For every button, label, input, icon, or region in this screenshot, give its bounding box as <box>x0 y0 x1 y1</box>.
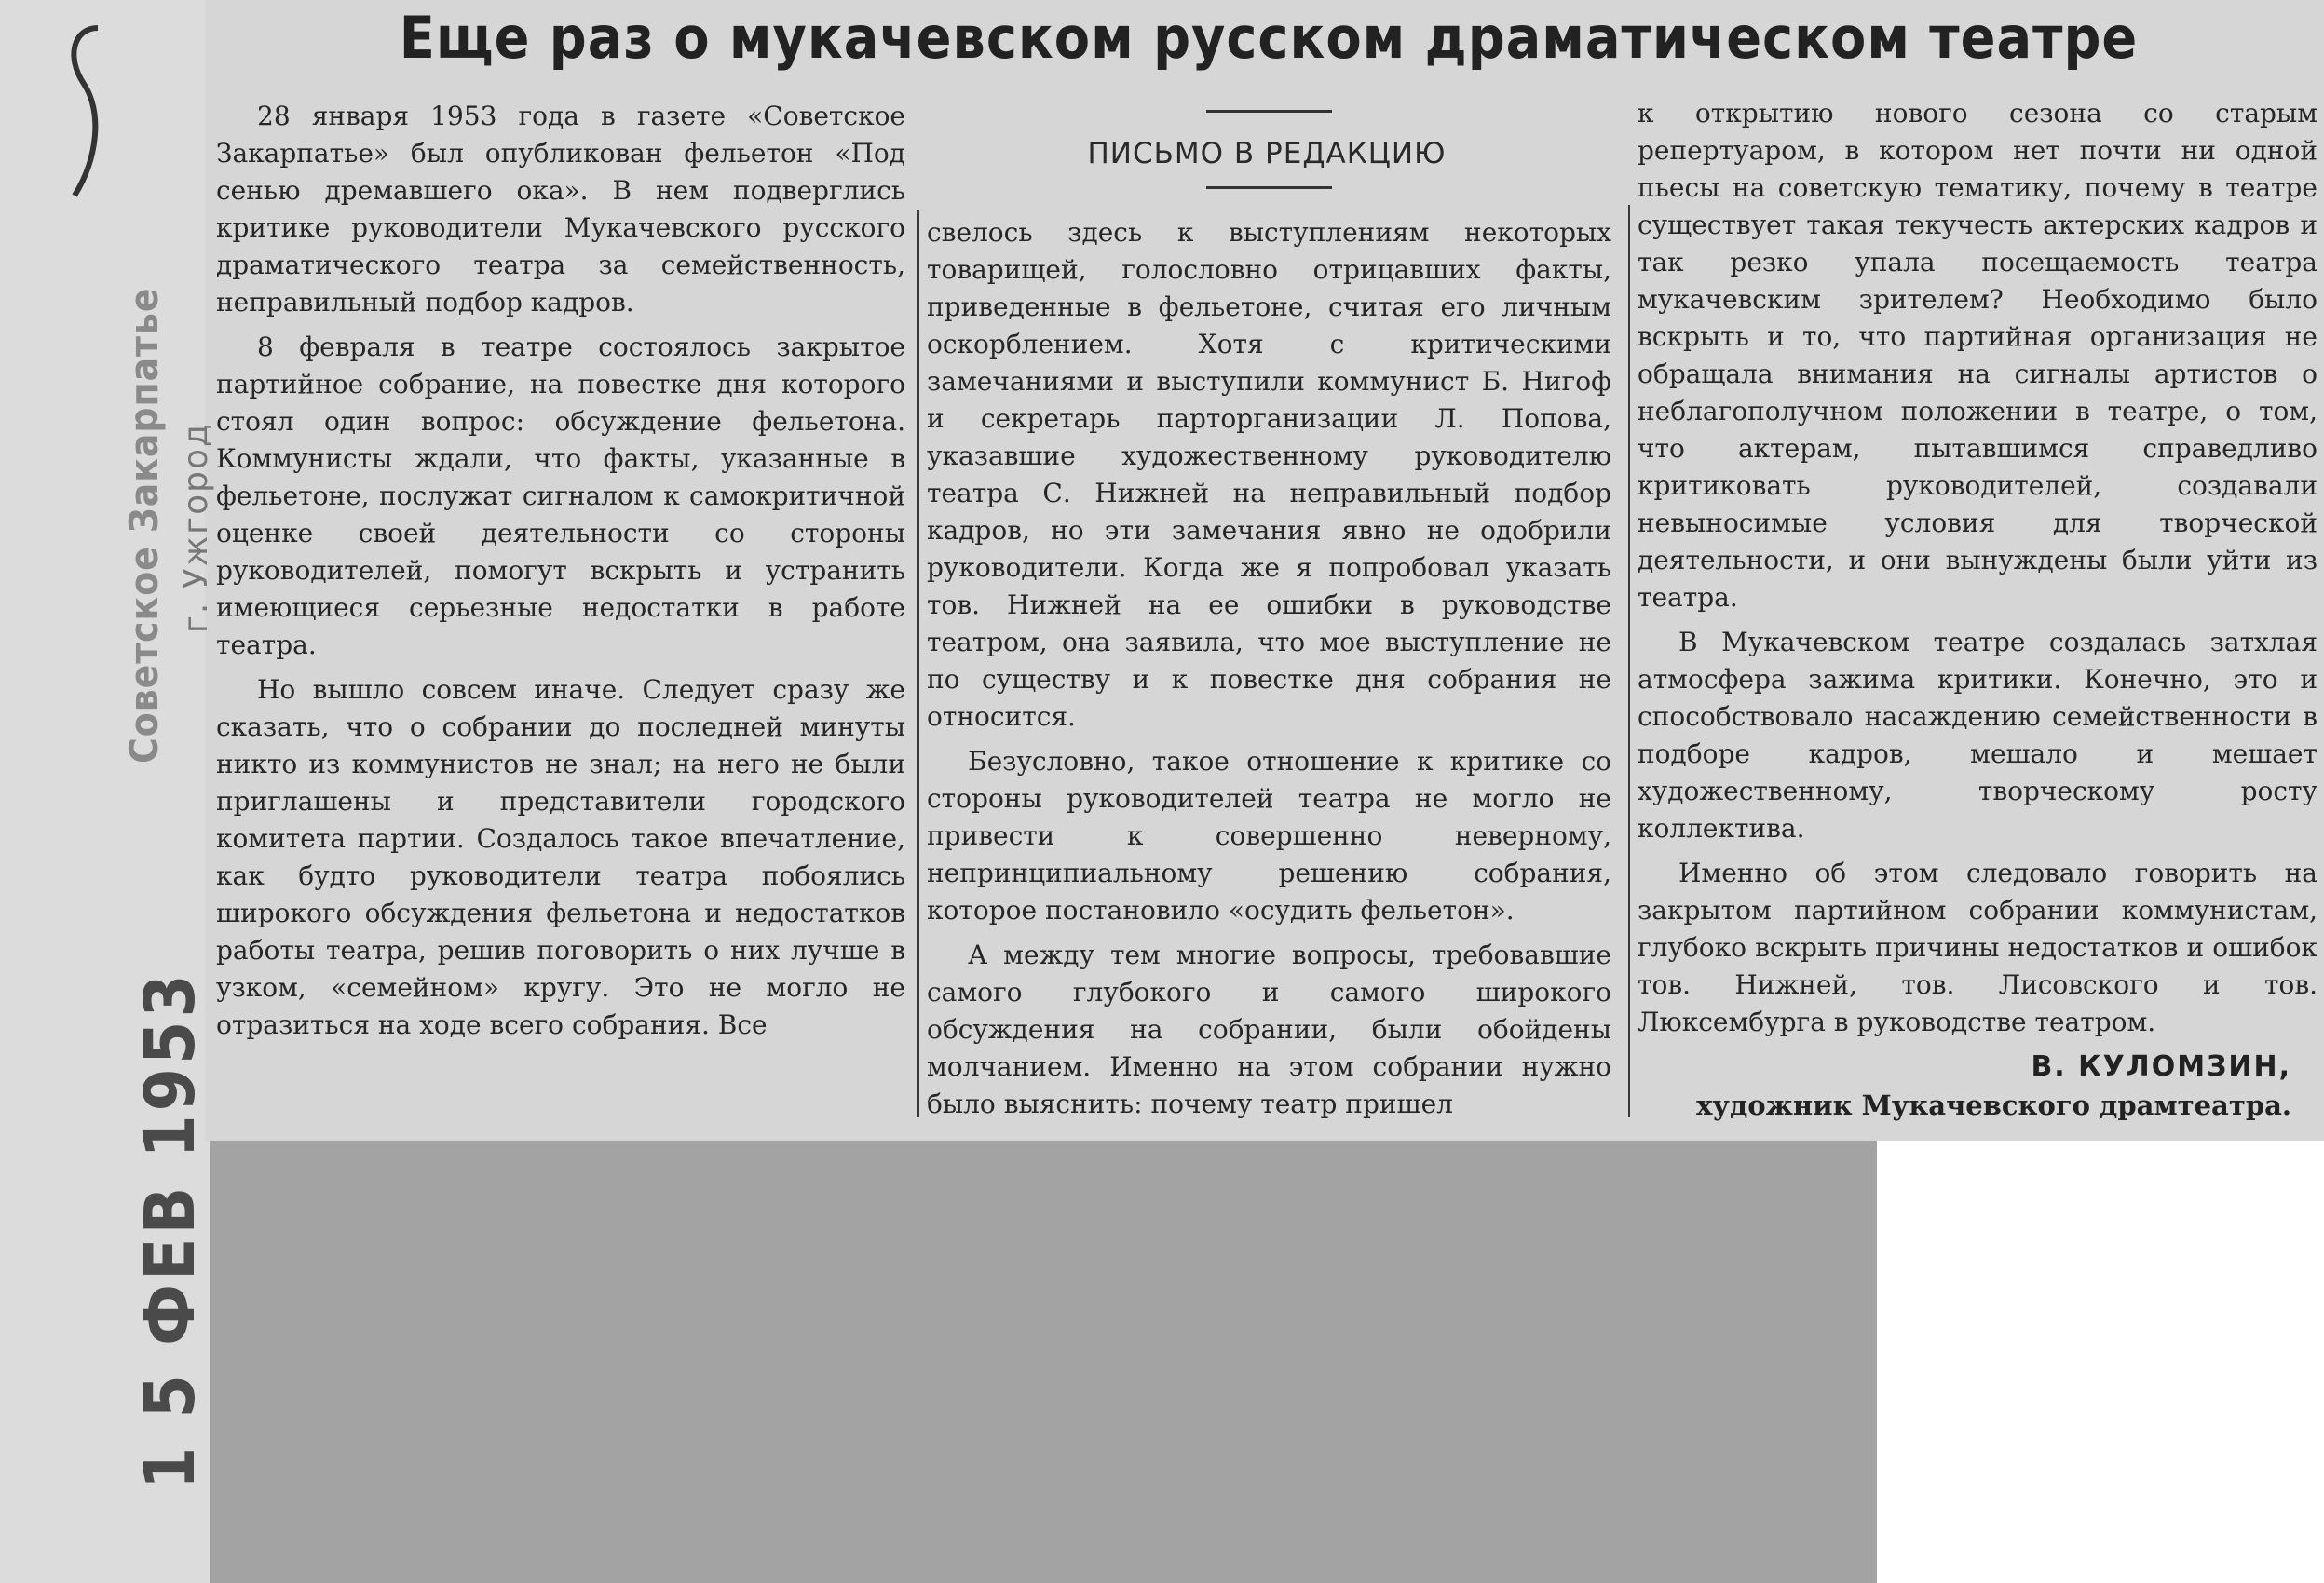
article-column-2 <box>927 214 1611 1238</box>
rubric-label: ПИСЬМО В РЕДАКЦИЮ <box>1087 137 1447 170</box>
paragraph: В Мукачевском театре создалась затхлая атмосфера зажима критики. Конечно, это и способствовало насаждению семейственности в подборе кадров, мешало и мешает художественному, творческому росту коллектива. <box>1638 627 2317 844</box>
rubric-rule-top <box>1206 110 1332 113</box>
paragraph: Но вышло совсем иначе. Следует сразу же сказать, что о собрании до последней минуты никто из коммунистов не знал; на него не были приглашены и представители городского комитета партии. Создалось такое впечатление, как будто руководители театра побоялись широкого обсуждения фельетона и недостатков работы театра, решив поговорить о них лучше в узком, «семейном» кругу. Это не могло не отразиться на ходе всего собрания. Все <box>216 674 905 1040</box>
paragraph: А между тем многие вопросы, требовавшие самого глубокого и самого широкого обсуждения на собрании, были обойдены молчанием. Именно на этом собрании нужно было выяснить: почему театр пришел <box>927 940 1611 1119</box>
paragraph: свелось здесь к выступлениям некоторых товарищей, голословно отрицавших факты, приведенные в фельетоне, считая его личным оскорблением. Хотя с критическими замечаниями и выступили коммунист Б. Нигоф и секретарь парторганизации Л. Попова, указавшие художественному руководителю театра С. Нижней на неправильный подбор кадров, но эти замечания явно не одобрили руководители. Когда же я попробовал указать тов. Нижней на ее ошибки в руководстве театром, она заявила, что мое выступление не по существу и к повестке дня собрания не относится. <box>927 217 1611 732</box>
paragraph: к открытию нового сезона со старым репертуаром, в котором нет почти ни одной пьесы на советскую тематику, почему в театре существует такая текучесть актерских кадров и так резко упала посещаемость театра мукачевским зрителем? Необходимо было вскрыть и то, что партийная организация не обращала внимания на сигналы артистов о неблагополучном положении в театре, о том, что актерам, пытавшимся справедливо критиковать руководителей, создавали невыносимые условия для творческой деятельности, и они вынуждены были уйти из театра. <box>1638 98 2317 613</box>
article-column-3 <box>1638 95 2317 1119</box>
article-column-1 <box>216 98 905 1122</box>
column-separator <box>1628 205 1630 1117</box>
paragraph: Именно об этом следовало говорить на закрытом партийном собрании коммунистам, глубоко вскрыть причины недостатков и ошибок тов. Нижней, тов. Лисовского и тов. Люксембурга в руководстве театром. <box>1638 858 2317 1037</box>
rubric-rule-bottom <box>1206 186 1332 189</box>
author-signature: В. КУЛОМЗИН, <box>2031 1050 2291 1083</box>
paragraph: 8 февраля в театре состоялось закрытое партийное собрание, на повестке дня которого стоял один вопрос: обсуждение фельетона. Коммунисты ждали, что факты, указанные в фельетоне, послужат сигналом к самокритичной оценке своей деятельности со стороны руководителей, помогут вскрыть и устранить имеющиеся серьезные недостатки в работе театра. <box>216 331 905 660</box>
paragraph: Безусловно, такое отношение к критике со стороны руководителей театра не могло не привести к совершенно неверному, непринципиальному решению собрания, которое постановило «осудить фельетон». <box>927 746 1611 926</box>
column-separator <box>917 210 919 1117</box>
article-headline: Еще раз о мукачевском русском драматическом театре <box>399 4 2139 72</box>
hook-mark-icon <box>56 19 112 205</box>
paragraph: 28 января 1953 года в газете «Советское Закарпатье» был опубликован фельетон «Под сенью дремавшего ока». В нем подверглись критике руководители Мукачевского русского драматического театра за семейственность, неправильный подбор кадров. <box>216 101 905 318</box>
author-role: художник Мукачевского драмтеатра. <box>1696 1089 2291 1121</box>
